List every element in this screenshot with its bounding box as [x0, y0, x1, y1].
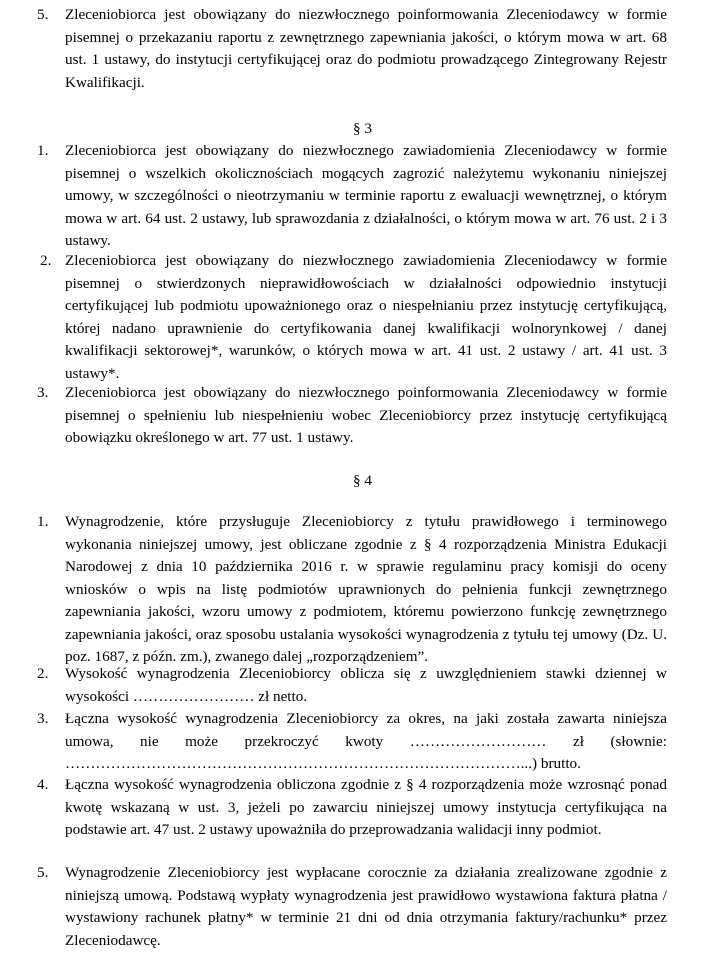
- item-text: Łączna wysokość wynagrodzenia Zleceniobiorcy za okres, na jaki została zawarta niniejsza umowa, nie może przekroczyć kwoty ……………………… zł (słownie: ………………………………………………………………………………...) brutto.: [65, 710, 667, 772]
- item-number: 1.: [37, 142, 49, 159]
- item-text: Zleceniobiorca jest obowiązany do niezwłocznego zawiadomienia Zleceniodawcy w formie pisemnej o wszelkich okolicznościach mogących zagrozić należytemu wykonaniu niniejszej umowy, w szczególności o nieotrzymaniu w terminie raportu z ewaluacji wewnętrznej, o którym mowa w art. 64 ust. 2 ustawy, lub sprawozdania z działalności, o którym mowa w art. 76 ust. 2 i 3 ustawy.: [65, 142, 667, 249]
- item-text: Zleceniobiorca jest obowiązany do niezwłocznego poinformowania Zleceniodawcy w formie pisemnej o przekazaniu raportu z zewnętrznego zapewniania jakości, o którym mowa w art. 68 ust. 1 ustawy, do instytucji certyfikującej oraz do podmiotu prowadzącego Zintegrowany Rejestr Kwalifikacji.: [65, 6, 667, 91]
- item-text: Zleceniobiorca jest obowiązany do niezwłocznego zawiadomienia Zleceniodawcy w formie pisemnej o stwierdzonych nieprawidłowościach w działalności odpowiednio instytucji certyfikującej lub podmiotu upoważnionego oraz o niespełnianiu przez instytucję certyfikującą, której nadano uprawnienie do certyfikowania danej kwalifikacji wolnorynkowej / danej kwalifikacji sektorowej*, warunków, o których mowa w art. 41 ust. 2 ustawy / art. 41 ust. 3 ustawy*.: [65, 252, 667, 382]
- item-text: Łączna wysokość wynagrodzenia obliczona zgodnie z § 4 rozporządzenia może wzrosnąć ponad kwotę wskazaną w ust. 3, jeżeli po zawarciu niniejszej umowy instytucja certyfikująca na podstawie art. 47 ust. 2 ustawy upoważniła do przeprowadzania walidacji inny podmiot.: [65, 776, 667, 838]
- item-number: 5.: [37, 6, 49, 23]
- item-number: 2.: [40, 252, 52, 269]
- item-number: 3.: [37, 384, 49, 401]
- item-number: 5.: [37, 864, 49, 881]
- section-heading: § 4: [353, 472, 372, 489]
- item-number: 4.: [37, 776, 49, 793]
- item-number: 2.: [37, 665, 49, 682]
- item-text: Wysokość wynagrodzenia Zleceniobiorcy oblicza się z uwzględnieniem stawki dziennej w wysokości …………………… zł netto.: [65, 665, 667, 705]
- section-heading: § 3: [353, 120, 372, 137]
- item-text: Zleceniobiorca jest obowiązany do niezwłocznego poinformowania Zleceniodawcy w formie pisemnej o spełnieniu lub niespełnieniu wobec Zleceniobiorcy przez instytucję certyfikującą obowiązku określonego w art. 77 ust. 1 ustawy.: [65, 384, 667, 446]
- item-text: Wynagrodzenie, które przysługuje Zleceniobiorcy z tytułu prawidłowego i terminowego wykonania niniejszej umowy, jest obliczane zgodnie z § 4 rozporządzenia Ministra Edukacji Narodowej z dnia 10 października 2016 r. w sprawie regulaminu pracy komisji do oceny wniosków o wpis na listę podmiotów uprawnionych do pełnienia funkcji zewnętrznego zapewniania jakości, wzoru umowy z podmiotem, któremu powierzono funkcję zewnętrznego zapewniania jakości, oraz sposobu ustalania wysokości wynagrodzenia z tytułu tej umowy (Dz. U. poz. 1687, z późn. zm.), zwanego dalej „rozporządzeniem”.: [65, 513, 667, 665]
- item-number: 1.: [37, 513, 49, 530]
- item-text: Wynagrodzenie Zleceniobiorcy jest wypłacane corocznie za działania zrealizowane zgodnie z niniejszą umową. Podstawą wypłaty wynagrodzenia jest prawidłowo wystawiona faktura płatna / wystawiony rachunek płatny* w terminie 21 dni od dnia otrzymania faktury/rachunku* przez Zleceniodawcę.: [65, 864, 667, 949]
- item-number: 3.: [37, 710, 49, 727]
